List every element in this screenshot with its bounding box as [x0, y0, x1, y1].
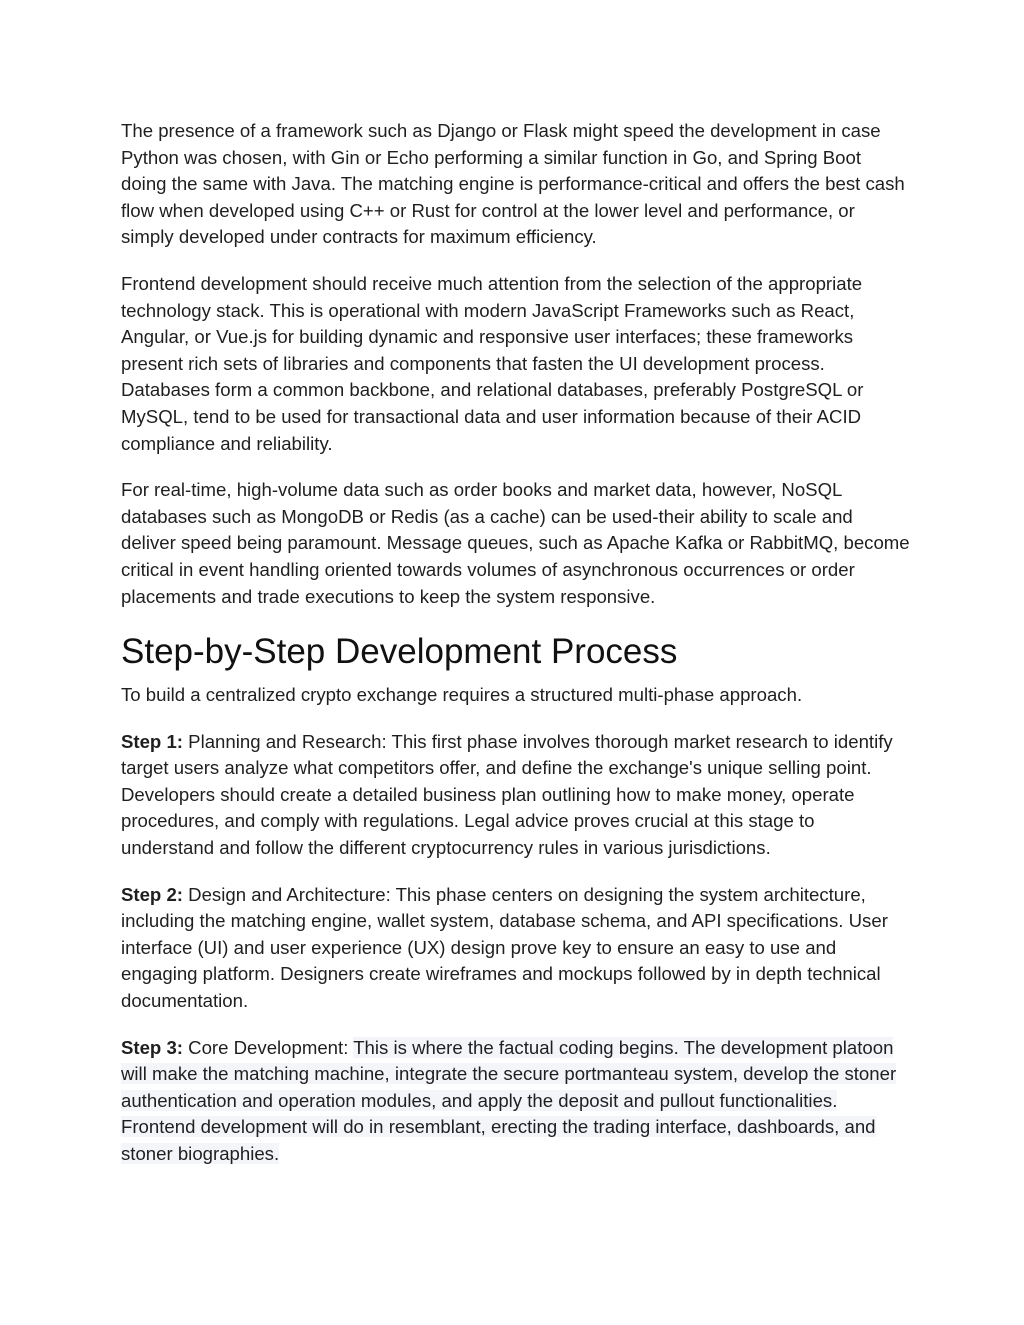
- step-2-paragraph: [121, 882, 911, 1015]
- step-1-label: Step 1:: [121, 730, 183, 752]
- step-1-paragraph: [121, 729, 911, 862]
- paragraph-nosql: For real-time, high-volume data such as order books and market data, however, NoSQL databases such as MongoDB or Redis (as a cache) can be used-their ability to scale and deliver speed being paramount. Message queues, such as Apache Kafka or RabbitMQ, become critical in event handling oriented towards volumes of asynchronous occurrences or order placements and trade executions to keep the system responsive.: [121, 479, 910, 607]
- step-1-text: Planning and Research: This first phase involves thorough market research to identify target users analyze what competitors offer, and define the exchange's unique selling point. Developers should create a detailed business plan outlining how to make money, operate procedures, and comply with regulations. Legal advice proves crucial at this stage to understand and follow the different cryptocurrency rules in various jurisdictions.: [121, 730, 893, 859]
- step-2-label: Step 2:: [121, 883, 183, 905]
- section-intro: To build a centralized crypto exchange requires a structured multi-phase approach.: [121, 684, 803, 706]
- document-page: [121, 118, 911, 1188]
- step-3-label: Step 3:: [121, 1036, 183, 1058]
- step-2-text: Design and Architecture: This phase centers on designing the system architecture, including the matching engine, wallet system, database schema, and API specifications. User interface (UI) and user experience (UX) design prove key to ensure an easy to use and engaging platform. Designers create wireframes and mockups followed by in depth technical documentation.: [121, 883, 888, 1012]
- paragraph-frameworks: The presence of a framework such as Django or Flask might speed the development in case Python was chosen, with Gin or Echo performing a similar function in Go, and Spring Boot doing the same with Java. The matching engine is performance-critical and offers the best cash flow when developed using C++ or Rust for control at the lower level and performance, or simply developed under contracts for maximum efficiency.: [121, 120, 905, 248]
- step-3-paragraph: [121, 1035, 911, 1168]
- step-3-highlighted-text: This is where the factual coding begins. The development platoon will make the matching machine, integrate the secure portmanteau system, develop the stoner authentication and operation modules, and apply the deposit and pullout functionalities. Frontend development will do in resemblant, erecting the trading interface, dashboards, and stoner biographies.: [121, 1036, 897, 1164]
- step-3-text-prefix: Core Development:: [183, 1036, 354, 1058]
- paragraph-frontend: Frontend development should receive much attention from the selection of the appropriate technology stack. This is operational with modern JavaScript Frameworks such as React, Angular, or Vue.js for building dynamic and responsive user interfaces; these frameworks present rich sets of libraries and components that fasten the UI development process. Databases form a common backbone, and relational databases, preferably PostgreSQL or MySQL, tend to be used for transactional data and user information because of their ACID compliance and reliability.: [121, 272, 864, 454]
- section-heading: Step-by-Step Development Process: [121, 632, 678, 672]
